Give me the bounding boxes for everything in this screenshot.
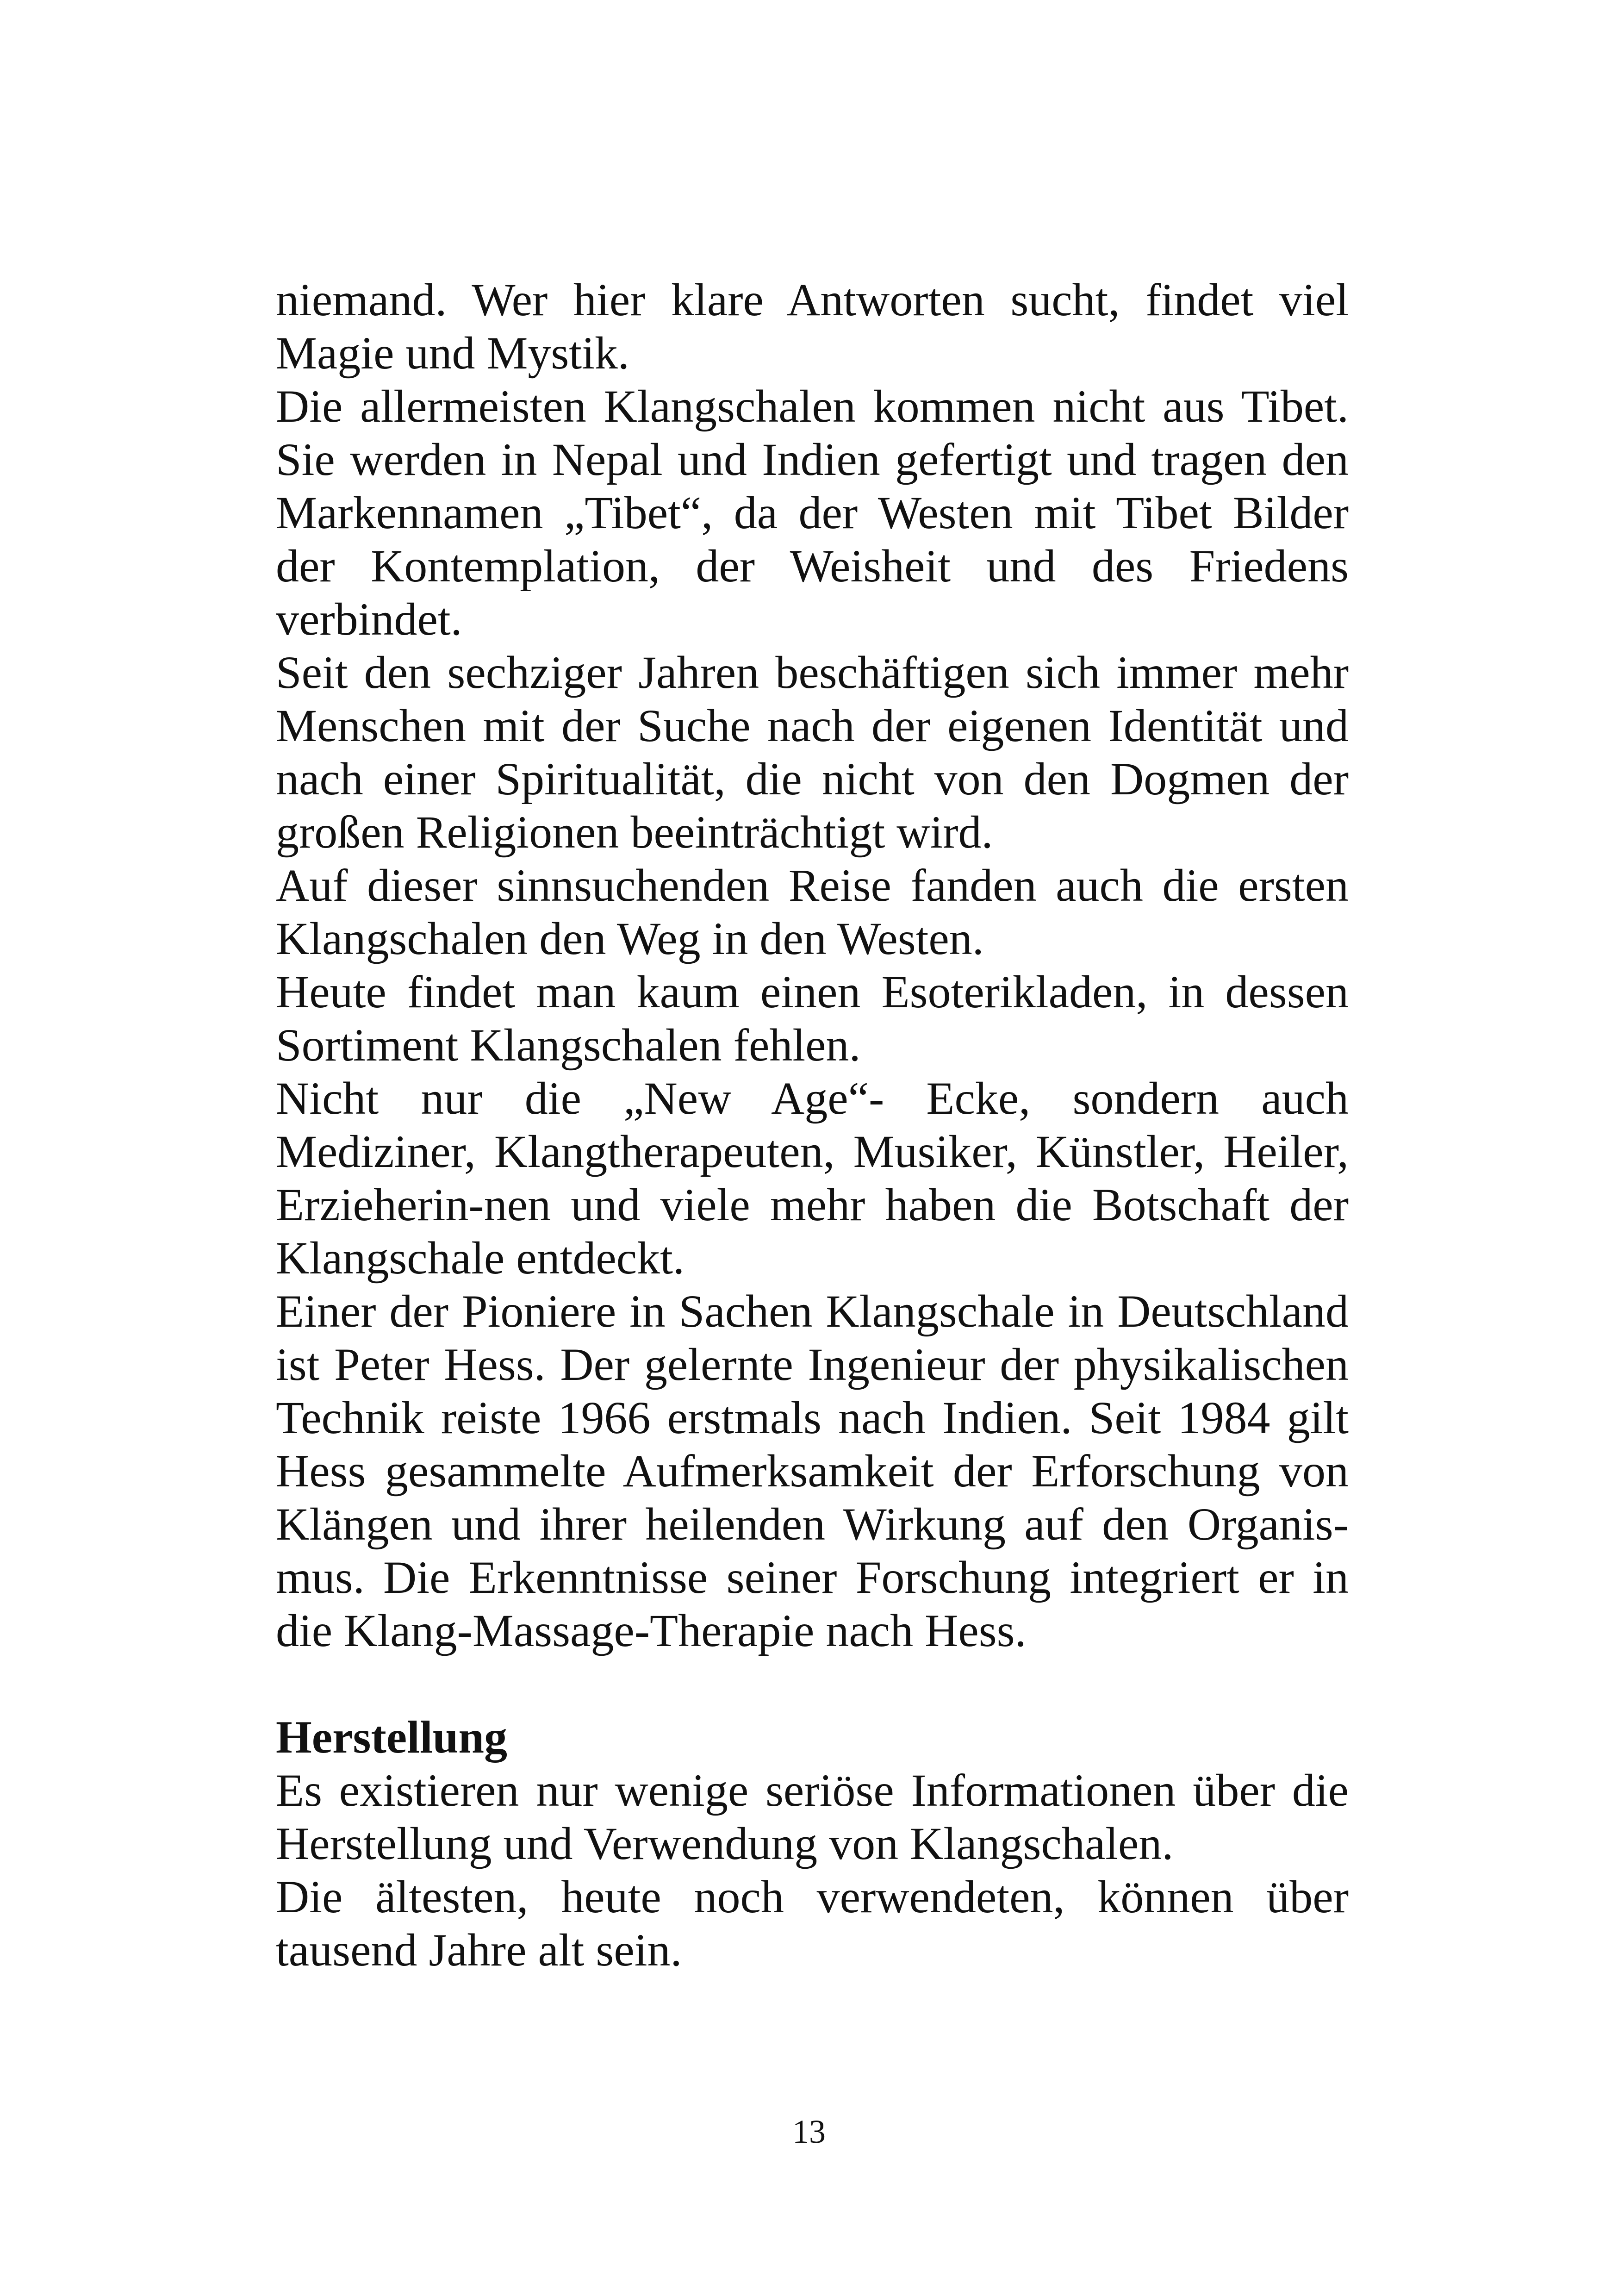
paragraph — [276, 1870, 1349, 1977]
body-text — [276, 273, 1349, 1977]
text-line: nach einer Spiritualität, die nicht von den Dogmen der — [276, 753, 1349, 805]
paragraph — [276, 1285, 1349, 1657]
page-number: 13 — [792, 2113, 826, 2150]
text-line: Herstellung und Verwendung von Klangschalen. — [276, 1818, 1174, 1869]
text-line: niemand. Wer hier klare Antworten sucht, findet viel — [276, 274, 1349, 325]
text-line: Seit den sechziger Jahren beschäftigen sich immer mehr — [276, 647, 1349, 698]
paragraph — [276, 646, 1349, 859]
paragraph — [276, 859, 1349, 965]
text-line: Technik reiste 1966 erstmals nach Indien. Seit 1984 gilt — [276, 1392, 1349, 1443]
text-line: Mediziner, Klangtherapeuten, Musiker, Künstler, Heiler, — [276, 1126, 1349, 1177]
text-line: großen Religionen beeinträchtigt wird. — [276, 806, 993, 858]
text-line: Magie und Mystik. — [276, 327, 629, 379]
text-line: Die allermeisten Klangschalen kommen nicht aus Tibet. — [276, 381, 1349, 432]
text-line: Klangschale entdeckt. — [276, 1232, 685, 1284]
text-line: Nicht nur die „New Age“- Ecke, sondern auch — [276, 1073, 1349, 1124]
text-line: Klängen und ihrer heilenden Wirkung auf den Organis- — [276, 1498, 1349, 1550]
text-line: verbindet. — [276, 593, 462, 645]
text-line: Sortiment Klangschalen fehlen. — [276, 1019, 861, 1071]
text-line: mus. Die Erkenntnisse seiner Forschung integriert er in — [276, 1552, 1349, 1603]
section-spacer — [276, 1657, 1349, 1710]
text-line: Die ältesten, heute noch verwendeten, können über — [276, 1871, 1349, 1922]
text-line: Klangschalen den Weg in den Westen. — [276, 913, 984, 964]
text-line: Einer der Pioniere in Sachen Klangschale in Deutschland — [276, 1285, 1349, 1337]
text-line: der Kontemplation, der Weisheit und des Friedens — [276, 540, 1349, 592]
paragraph — [276, 273, 1349, 380]
paragraph — [276, 1764, 1349, 1870]
text-line: Menschen mit der Suche nach der eigenen Identität und — [276, 700, 1349, 751]
paragraph — [276, 380, 1349, 646]
paragraph — [276, 965, 1349, 1072]
text-line: Heute findet man kaum einen Esoterikladen, in dessen — [276, 966, 1349, 1017]
text-line: Erzieherin-nen und viele mehr haben die Botschaft der — [276, 1179, 1349, 1230]
text-line: Es existieren nur wenige seriöse Informationen über die — [276, 1765, 1349, 1816]
text-line: Sie werden in Nepal und Indien gefertigt und tragen den — [276, 434, 1349, 485]
paragraph — [276, 1072, 1349, 1285]
text-line: Markennamen „Tibet“, da der Westen mit Tibet Bilder — [276, 487, 1349, 538]
text-line: Auf dieser sinnsuchenden Reise fanden auch die ersten — [276, 860, 1349, 911]
text-line: tausend Jahre alt sein. — [276, 1924, 682, 1976]
text-line: die Klang-Massage-Therapie nach Hess. — [276, 1605, 1027, 1656]
text-line: ist Peter Hess. Der gelernte Ingenieur der physikalischen — [276, 1339, 1349, 1390]
text-line: Hess gesammelte Aufmerksamkeit der Erforschung von — [276, 1445, 1349, 1497]
section-heading: Herstellung — [276, 1711, 507, 1763]
